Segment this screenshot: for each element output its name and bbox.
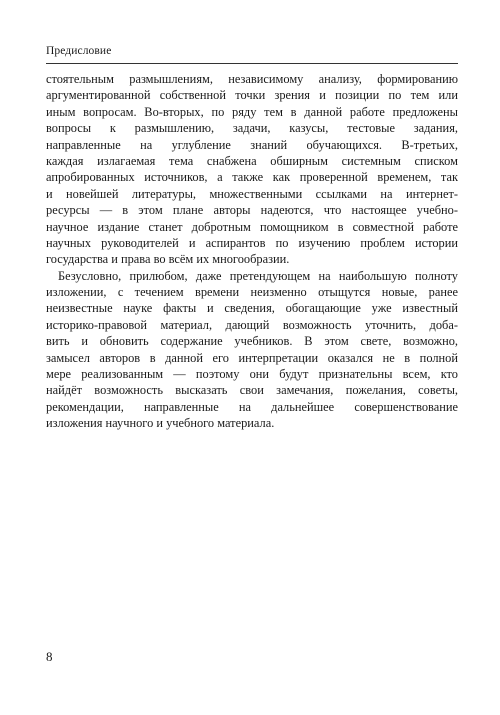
text-line: неизвестные науке факты и сведения, обогащающие уже известный <box>46 301 458 316</box>
text-line: найдёт возможность высказать свои замечания, пожелания, советы, <box>46 383 458 398</box>
text-line: рекомендации, направленные на дальнейшее совершенствование <box>46 399 458 414</box>
text-line: и новейшей литературы, множественными ссылками на интернет- <box>46 186 458 201</box>
paragraph-2 <box>46 268 458 432</box>
text-line: аргументированной собственной точки зрения и позиции по тем или <box>46 88 458 103</box>
text-line: изложении, с течением времени неизменно отыщутся новые, ранее <box>46 285 458 300</box>
header-rule <box>46 63 458 64</box>
body-text <box>46 71 458 432</box>
text-line: вопросы к размышлению, задачи, казусы, тестовые задания, <box>46 121 458 136</box>
text-line: направленные на углубление знаний обучающихся. В-третьих, <box>46 137 458 152</box>
text-line: изложения научного и учебного материала. <box>46 416 275 431</box>
running-head: Предисловие <box>46 45 112 57</box>
text-line: научных руководителей и аспирантов по изучению проблем истории <box>46 235 458 250</box>
text-line: вить и обновить содержание учебников. В этом свете, возможно, <box>46 334 458 349</box>
text-line: научное издание станет добротным помощником в совместной работе <box>46 219 458 234</box>
text-line: иным вопросам. Во-вторых, по ряду тем в данной работе предложены <box>46 104 458 119</box>
text-line: стоятельным размышлениям, независимому анализу, формированию <box>46 72 458 86</box>
text-line: замысел авторов в данной его интерпретации оказался не в полной <box>46 350 458 365</box>
text-line: апробированных источников, а также как проверенной временем, так <box>46 170 458 185</box>
page-number: 8 <box>46 649 53 664</box>
text-line: Безусловно, прилюбом, даже претендующем на наибольшую полноту <box>58 268 458 283</box>
text-line: каждая излагаемая тема снабжена обширным системным списком <box>46 153 458 168</box>
paragraph-1 <box>46 71 458 268</box>
text-line: государства и права во всём их многообразии. <box>46 252 290 267</box>
text-line: историко-правовой материал, дающий возможность уточнить, доба- <box>46 317 458 332</box>
text-line: мере реализованным — поэтому они будут признательны всем, кто <box>46 367 458 382</box>
text-line: ресурсы — в этом плане авторы надеются, что настоящее учебно- <box>46 203 458 218</box>
